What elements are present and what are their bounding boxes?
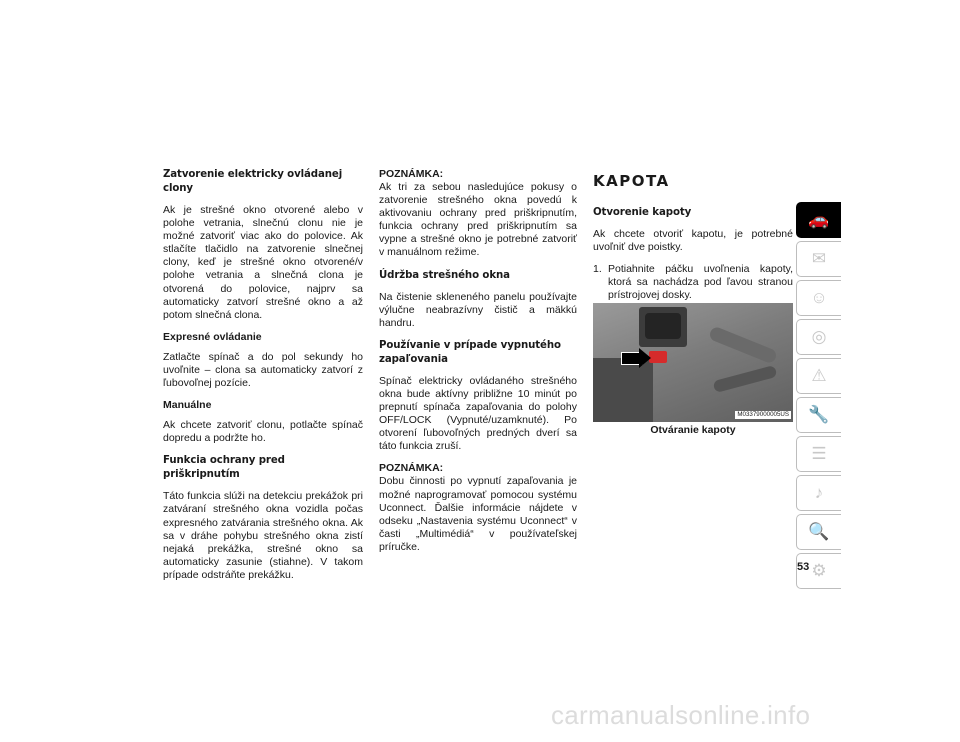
dashboard-message-icon: ✉	[811, 249, 827, 268]
paragraph-express: Zatlačte spínač a do pol sekundy ho uvoľnite – clona sa automaticky zatvorí z ľubovoľnej pozície.	[163, 350, 363, 390]
car-info-icon: 🚗	[808, 210, 830, 229]
hood-release-photo	[593, 303, 793, 422]
photo-column	[708, 325, 778, 364]
heading-sunroof-maintenance: Údržba strešného okna	[379, 269, 510, 281]
note-text-2: Dobu činnosti po vypnutí zapaľovania je možné naprogramovať pomocou systému Uconnect. Ďalšie informácie nájdete v odseku „Nastavenia systému Uconnect“ v časti „Multimédiá“ v používateľskej príručke.	[379, 475, 577, 553]
section-title-hood: KAPOTA	[593, 172, 670, 190]
airbag-safety-icon: ☺	[810, 288, 828, 307]
chapter-tab-4[interactable]	[796, 319, 841, 355]
paragraph-manual: Ak chcete zatvoriť clonu, potlačte spínač dopredu a podržte ho.	[163, 419, 363, 445]
column-right	[593, 168, 793, 312]
paragraph-ignition-off: Spínač elektricky ovládaného strešného okna bude aktívny približne 10 minút po prepnutí spínača zapaľovania do polohy OFF/LOCK (Vypnuté/uzamknuté). Po otvorení ľubovoľných predných dverí sa táto funkcia zruší.	[379, 374, 577, 453]
heading-power-shade-close: Zatvorenie elektricky ovládanej clony	[163, 169, 343, 194]
search-index-icon: 🔍	[808, 522, 830, 541]
note-label-1: POZNÁMKA:	[379, 168, 444, 180]
chapter-tab-1[interactable]	[796, 202, 841, 238]
language-icon: ⚙	[811, 561, 827, 580]
hood-release-lever	[649, 351, 667, 363]
chapter-tabs	[796, 202, 841, 592]
paragraph-pinch-protect: Táto funkcia slúži na detekciu prekážok pri zatváraní strešného okna vozidla počas expresného zatvárania strešného okna. Ak sa v dráhe pohybu strešného okna zistí nejaká prekážka, strešné okno sa automaticky zasunie (stiahne). V takom prípade odstráňte prekážku.	[163, 490, 363, 581]
heading-opening-hood: Otvorenie kapoty	[593, 207, 692, 218]
heading-manual: Manuálne	[163, 399, 212, 412]
roadside-warning-icon: ⚠	[811, 366, 827, 385]
figure-code: M03379000005US	[737, 411, 789, 418]
photo-handle	[645, 313, 681, 339]
step-item	[593, 263, 793, 302]
column-middle	[379, 168, 577, 563]
chapter-tab-7[interactable]	[796, 436, 841, 472]
arrow-right-icon	[639, 348, 651, 368]
step-text: Potiahnite páčku uvoľnenia kapoty, ktorá sa nachádza pod ľavou stranou prístrojovej dosky.	[608, 263, 793, 302]
chapter-tab-8[interactable]	[796, 475, 841, 511]
figure-caption: Otváranie kapoty	[650, 424, 736, 436]
photo-pedal-arm	[713, 365, 778, 393]
multimedia-icon: ♪	[814, 483, 824, 502]
chapter-tab-2[interactable]	[796, 241, 841, 277]
watermark: carmanualsonline.info	[551, 700, 811, 730]
chapter-tab-9[interactable]	[796, 514, 841, 550]
chapter-tab-3[interactable]	[796, 280, 841, 316]
steps-list	[593, 263, 793, 302]
chapter-tab-5[interactable]	[796, 358, 841, 394]
note-label-2: POZNÁMKA:	[379, 462, 444, 475]
note-text-1: Ak tri za sebou nasledujúce pokusy o zatvorenie strešného okna povedú k aktivovaniu ochrany pred priškripnutím, funkcia ochrany pred priškripnutím sa vypne a strešné okno je potrebné zatvoriť v manuálnom režime.	[379, 181, 577, 259]
paragraph-sunroof-maintenance: Na čistenie skleneného panelu používajte výlučne neabrazívny čistič a mäkkú handru.	[379, 290, 577, 329]
paragraph-power-shade-close: Ak je strešné okno otvorené alebo v polohe vetrania, slnečnú clonu nie je možné zatvoriť viac ako do polovice. Ak stlačíte tlačidlo na zatvorenie slnečnej clony, keď je strešné okno otvorené/v polohe vetrania a slnečná clona je otvorená do polovice, najprv sa automaticky zatvorí strešné okno a až potom slnečná clona.	[163, 204, 363, 321]
chapter-tab-6[interactable]	[796, 397, 841, 433]
heading-ignition-off: Používanie v prípade vypnutého zapaľovania	[379, 339, 561, 365]
heading-pinch-protect: Funkcia ochrany pred priškripnutím	[163, 455, 285, 481]
spec-list-icon: ☰	[811, 444, 827, 463]
paragraph-opening-hood: Ak chcete otvoriť kapotu, je potrebné uvoľniť dve poistky.	[593, 228, 793, 254]
heading-express: Expresné ovládanie	[163, 330, 262, 343]
column-left	[163, 168, 363, 591]
step-number: 1.	[593, 263, 602, 276]
steering-wheel-icon: ◎	[811, 327, 827, 346]
car-service-icon: 🔧	[808, 405, 830, 424]
page-number: 53	[797, 561, 810, 573]
